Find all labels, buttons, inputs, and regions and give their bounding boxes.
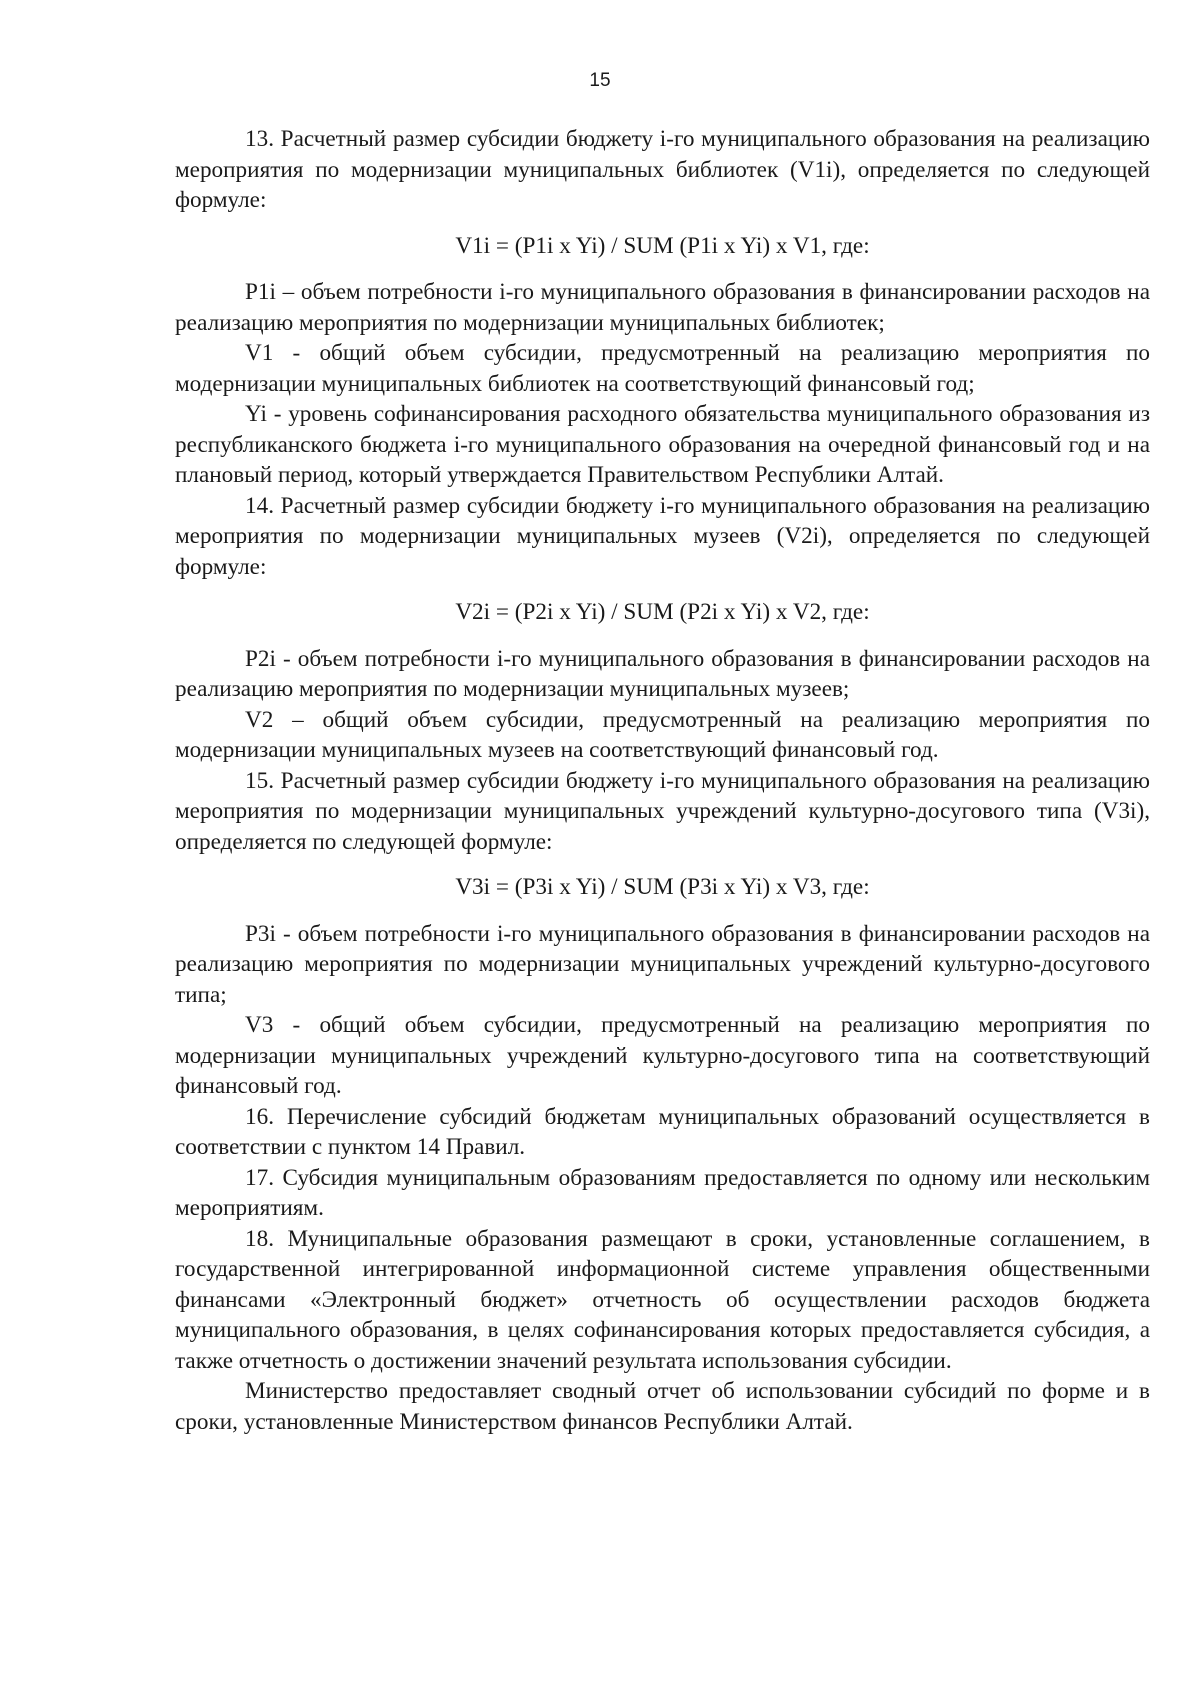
- paragraph-17: 17. Субсидия муниципальным образованиям предоставляется по одному или нескольким мероприятиям.: [175, 1164, 1150, 1221]
- definition-p1i: P1i – объем потребности i-го муниципального образования в финансировании расходов на реализацию мероприятия по модернизации муниципальных библиотек;: [175, 279, 1150, 336]
- definition-yi: Yi - уровень софинансирования расходного обязательства муниципального образования из республиканского бюджета i-го муниципального образования на очередной финансовый год и на плановый период, который утверждается Правительством Республики Алтай.: [175, 401, 1150, 488]
- formula-v1i: V1i = (P1i x Yi) / SUM (P1i x Yi) x V1, где:: [455, 232, 870, 259]
- definition-v3: V3 - общий объем субсидии, предусмотренный на реализацию мероприятия по модернизации муниципальных учреждений культурно-досугового типа на соответствующий финансовый год.: [175, 1012, 1150, 1099]
- page-number: 15: [589, 70, 611, 91]
- definition-p2i: P2i - объем потребности i-го муниципального образования в финансировании расходов на реализацию мероприятия по модернизации муниципальных музеев;: [175, 645, 1150, 702]
- paragraph-13: 13. Расчетный размер субсидии бюджету i-го муниципального образования на реализацию мероприятия по модернизации муниципальных библиотек (V1i), определяется по следующей формуле:: [175, 126, 1150, 213]
- paragraph-15: 15. Расчетный размер субсидии бюджету i-го муниципального образования на реализацию мероприятия по модернизации муниципальных учреждений культурно-досугового типа (V3i), определяется по следующей формуле:: [175, 767, 1150, 855]
- paragraph-16: 16. Перечисление субсидий бюджетам муниципальных образований осуществляется в соответствии с пунктом 14 Правил.: [175, 1103, 1150, 1160]
- formula-v3i: V3i = (P3i x Yi) / SUM (P3i x Yi) x V3, где:: [455, 874, 870, 900]
- paragraph-18: 18. Муниципальные образования размещают в сроки, установленные соглашением, в государственной интегрированной информационной системе управления общественными финансами «Электронный бюджет» отчетность об осуществлении расходов бюджета муниципального образования, в целях софинансирования которых предоставляется субсидия, а также отчетность о достижении значений результата использования субсидии.: [175, 1225, 1150, 1374]
- definition-v2: V2 – общий объем субсидии, предусмотренный на реализацию мероприятия по модернизации муниципальных музеев на соответствующий финансовый год.: [175, 706, 1150, 763]
- document-body: [175, 124, 1150, 1437]
- paragraph-14: 14. Расчетный размер субсидии бюджету i-го муниципального образования на реализацию мероприятия по модернизации муниципальных музеев (V2i), определяется по следующей формуле:: [175, 492, 1150, 580]
- definition-v1: V1 - общий объем субсидии, предусмотренный на реализацию мероприятия по модернизации муниципальных библиотек на соответствующий финансовый год;: [175, 340, 1150, 397]
- definition-p3i: P3i - объем потребности i-го муниципального образования в финансировании расходов на реализацию мероприятия по модернизации муниципальных учреждений культурно-досугового типа;: [175, 920, 1150, 1008]
- formula-v2i: V2i = (P2i x Yi) / SUM (P2i x Yi) x V2, где:: [455, 599, 870, 625]
- paragraph-ministry-report: Министерство предоставляет сводный отчет об использовании субсидий по форме и в сроки, установленные Министерством финансов Республики Алтай.: [175, 1378, 1150, 1435]
